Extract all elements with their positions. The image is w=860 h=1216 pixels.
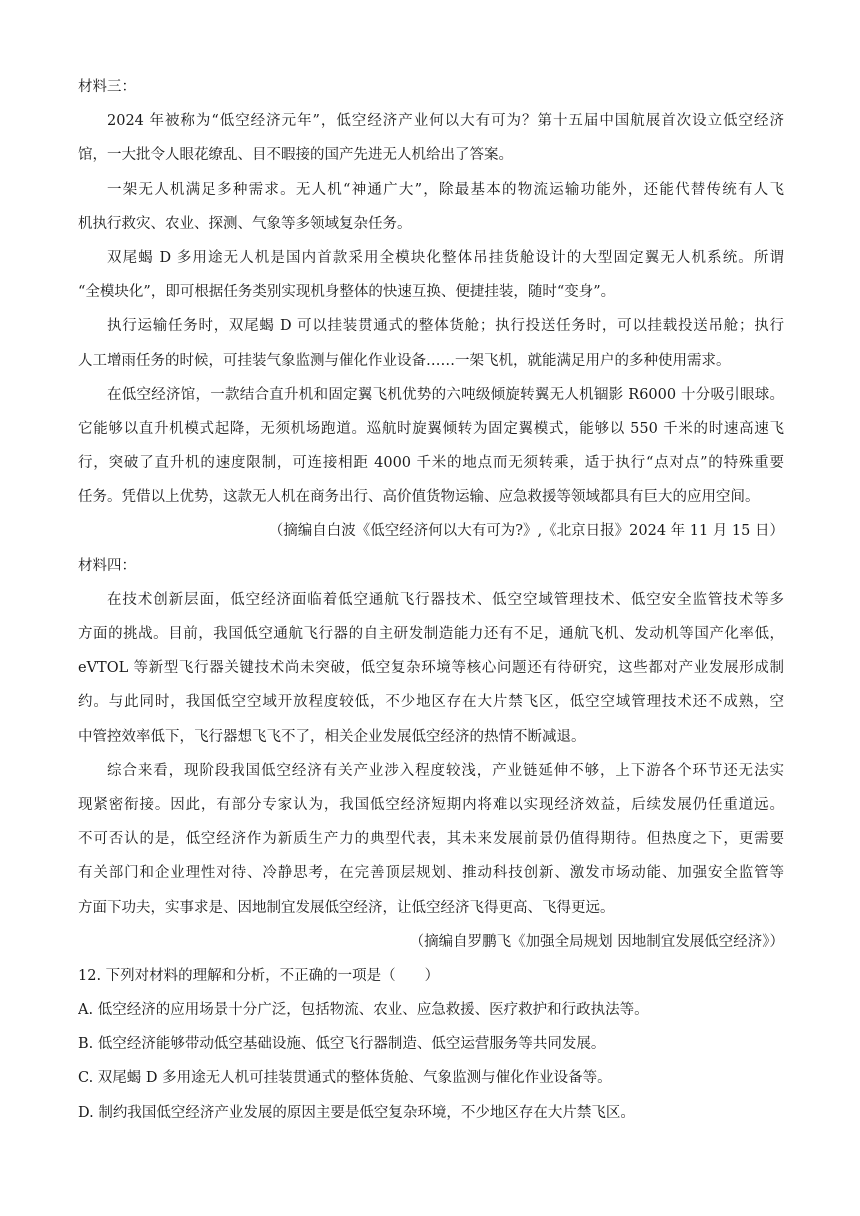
paragraph-line: eVTOL 等新型飞行器关键技术尚未突破，低空复杂环境等核心问题还有待研究，这些都对产业发展形成制 [78,660,784,677]
option-c[interactable]: C. 双尾蝎 D 多用途无人机可挂装贯通式的整体货舱、气象监测与催化作业设备等。 [78,1070,612,1087]
paragraph-line: 双尾蝎 D 多用途无人机是国内首款采用全模块化整体吊挂货舱设计的大型固定翼无人机系统。所谓 [107,249,784,266]
option-a[interactable]: A. 低空经济的应用场景十分广泛，包括物流、农业、应急救援、医疗救护和行政执法等。 [78,1002,649,1019]
paragraph-line: 不可否认的是，低空经济作为新质生产力的典型代表，其未来发展前景仍值得期待。但热度之下，更需要 [78,831,784,848]
material3-heading: 材料三： [78,79,136,95]
paragraph-line: 一架无人机满足多种需求。无人机“神通广大”，除最基本的物流运输功能外，还能代替传统有人飞 [107,181,784,198]
paragraph-line: 2024 年被称为“低空经济元年”，低空经济产业何以大有可为？第十五届中国航展首次设立低空经济 [107,113,784,130]
paragraph-line: 机执行救灾、农业、探测、气象等多领域复杂任务。 [78,215,412,232]
paragraph-line: 执行运输任务时，双尾蝎 D 可以挂装贯通式的整体货舱；执行投送任务时，可以挂载投送吊舱；执行 [107,318,784,335]
paragraph-line: 馆，一大批令人眼花缭乱、目不暇接的国产先进无人机给出了答案。 [78,147,513,164]
paragraph-line: 约。与此同时，我国低空空域开放程度较低，不少地区存在大片禁飞区，低空空域管理技术还不成熟，空 [78,694,784,711]
material3-source: （摘编自白波《低空经济何以大有可为?》,《北京日报》2024 年 11 月 15 日） [268,523,784,540]
paragraph-line: 在技术创新层面，低空经济面临着低空通航飞行器技术、低空空域管理技术、低空安全监管技术等多 [107,591,784,608]
option-d[interactable]: D. 制约我国低空经济产业发展的原因主要是低空复杂环境，不少地区存在大片禁飞区。 [78,1104,635,1121]
paragraph-line: 中管控效率低下，飞行器想飞飞不了，相关企业发展低空经济的热情不断减退。 [78,728,586,745]
material4-source: （摘编自罗鹏飞《加强全局规划 因地制宜发展低空经济》） [409,933,784,950]
paragraph-line: 现紧密衔接。因此，有部分专家认为，我国低空经济短期内将难以实现经济效益，后续发展仍任重道远。 [78,796,784,813]
question-stem: 12. 下列对材料的理解和分析，不正确的一项是（ ） [78,967,440,984]
option-b[interactable]: B. 低空经济能够带动低空基础设施、低空飞行器制造、低空运营服务等共同发展。 [78,1036,606,1053]
paragraph-line: 有关部门和企业理性对待、冷静思考，在完善顶层规划、推动科技创新、激发市场动能、加强安全监管等 [78,865,784,882]
paragraph-line: 方面的挑战。目前，我国低空通航飞行器的自主研发制造能力还有不足，通航飞机、发动机等国产化率低， [78,626,784,642]
paragraph-line: 任务。凭借以上优势，这款无人机在商务出行、高价值货物运输、应急救援等领域都具有巨大的应用空间。 [78,489,760,506]
paragraph-line: 综合来看，现阶段我国低空经济有关产业涉入程度较浅，产业链延伸不够，上下游各个环节还无法实 [107,762,784,779]
paragraph-line: “全模块化”，即可根据任务类别实现机身整体的快速互换、便捷挂装，随时“变身”。 [78,284,616,301]
paragraph-line: 人工增雨任务的时候，可挂装气象监测与催化作业设备……一架飞机，就能满足用户的多种使用需求。 [78,352,731,369]
paragraph-line: 它能够以直升机模式起降，无须机场跑道。巡航时旋翼倾转为固定翼模式，能够以 550 千米的时速高速飞 [78,420,784,437]
paragraph-line: 行，突破了直升机的速度限制，可连接相距 4000 千米的地点而无须转乘，适于执行“点对点”的特殊重要 [78,455,784,472]
paragraph-line: 在低空经济馆，一款结合直升机和固定翼飞机优势的六吨级倾旋转翼无人机锢影 R6000 十分吸引眼球。 [107,386,784,403]
material4-heading: 材料四： [78,557,136,574]
document-page [78,70,784,1130]
paragraph-line: 方面下功夫，实事求是、因地制宜发展低空经济，让低空经济飞得更高、飞得更远。 [78,899,615,916]
